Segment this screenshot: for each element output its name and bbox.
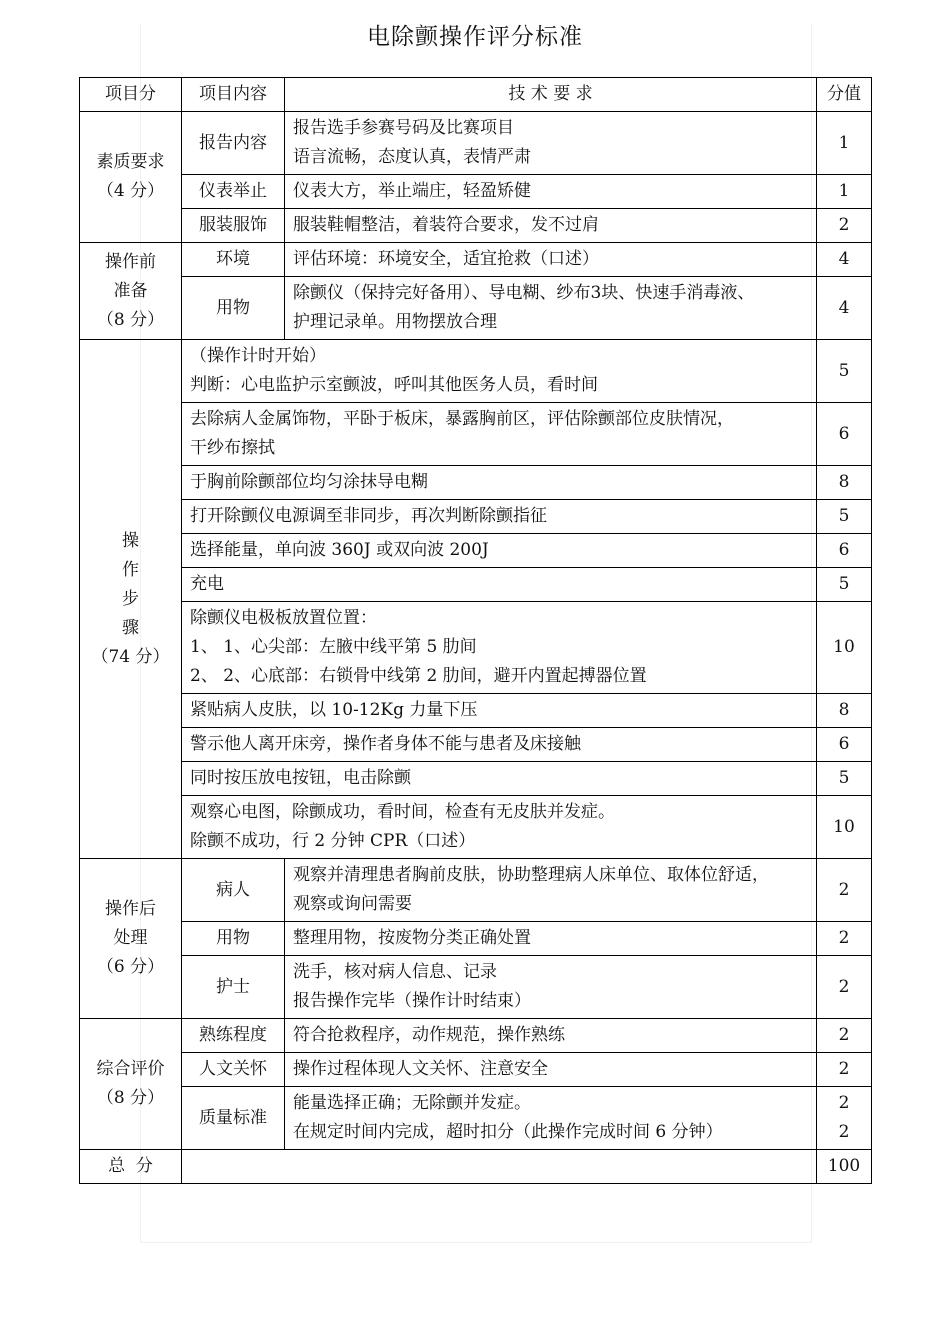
requirement-line: 去除病人金属饰物，平卧于板床，暴露胸前区，评估除颤部位皮肤情况，: [190, 409, 734, 429]
score-value: 5: [817, 340, 872, 403]
section-points: （8 分）: [96, 1088, 165, 1108]
requirement-line: 观察并清理患者胸前皮肤，协助整理病人床单位、取体位舒适，: [293, 865, 769, 885]
table-row: [80, 1019, 872, 1053]
requirement-text: 服装鞋帽整洁，着装符合要求，发不过肩: [285, 209, 817, 243]
requirement-text: [285, 277, 817, 340]
score-value: 4: [817, 277, 872, 340]
section-steps: [80, 340, 182, 859]
item-name: 环境: [182, 243, 285, 277]
item-name: 服装服饰: [182, 209, 285, 243]
requirement-text: [285, 112, 817, 175]
table-row: [80, 728, 872, 762]
table-row: [80, 602, 872, 694]
requirement-text: 整理用物，按废物分类正确处置: [285, 922, 817, 956]
requirement-text: 仪表大方，举止端庄，轻盈矫健: [285, 175, 817, 209]
item-name: 病人: [182, 859, 285, 922]
header-score: 分值: [817, 78, 872, 112]
requirement-line: 除颤不成功，行 2 分钟 CPR（口述）: [190, 831, 476, 851]
score-value: [817, 1087, 872, 1150]
section-name: 操: [122, 530, 139, 551]
score-value: 4: [817, 243, 872, 277]
score-value: 2: [817, 956, 872, 1019]
table-row: [80, 568, 872, 602]
total-row: [80, 1150, 872, 1184]
section-post-processing: [80, 859, 182, 1019]
requirement-text: [285, 1087, 817, 1150]
score-value: 5: [817, 500, 872, 534]
requirement-text: [182, 403, 817, 466]
header-requirement: 技 术 要 求: [285, 78, 817, 112]
section-name: 准备: [113, 280, 148, 301]
table-row: [80, 922, 872, 956]
requirement-text: [182, 602, 817, 694]
total-label: 总 分: [80, 1150, 182, 1184]
table-row: [80, 175, 872, 209]
requirement-line: 语言流畅，态度认真，表情严肃: [293, 147, 531, 167]
item-name: 质量标准: [182, 1087, 285, 1150]
table-row: [80, 762, 872, 796]
requirement-line: 观察或询问需要: [293, 894, 412, 914]
table-row: [80, 403, 872, 466]
table-row: [80, 500, 872, 534]
header-category: 项目分: [80, 78, 182, 112]
section-overall-evaluation: [80, 1019, 182, 1150]
section-name: 骤: [122, 617, 139, 638]
score-line: 2: [838, 1122, 850, 1142]
requirement-line: 2、 2、心底部：右锁骨中线第 2 肋间，避开内置起搏器位置: [190, 666, 647, 686]
section-name: 处理: [113, 928, 148, 948]
score-line: 2: [838, 1093, 850, 1113]
score-value: 6: [817, 534, 872, 568]
total-blank-cell: [182, 1150, 817, 1184]
score-value: 10: [817, 796, 872, 859]
item-name: 报告内容: [182, 112, 285, 175]
requirement-text: 操作过程体现人文关怀、注意安全: [285, 1053, 817, 1087]
item-name: 人文关怀: [182, 1053, 285, 1087]
requirement-line: 除颤仪电极板放置位置：: [190, 608, 377, 628]
requirement-line: 观察心电图，除颤成功，看时间，检查有无皮肤并发症。: [190, 802, 615, 822]
requirement-text: 充电: [182, 568, 817, 602]
requirement-text: 打开除颤仪电源调至非同步，再次判断除颤指征: [182, 500, 817, 534]
score-value: 10: [817, 602, 872, 694]
requirement-text: 符合抢救程序，动作规范，操作熟练: [285, 1019, 817, 1053]
table-row: [80, 859, 872, 922]
score-value: 1: [817, 112, 872, 175]
requirement-line: 护理记录单。用物摆放合理: [293, 312, 497, 332]
item-name: 熟练程度: [182, 1019, 285, 1053]
page-title: 电除颤操作评分标准: [367, 24, 583, 50]
section-points: （6 分）: [96, 957, 165, 977]
score-value: 5: [817, 762, 872, 796]
header-item: 项目内容: [182, 78, 285, 112]
section-points: （8 分）: [96, 309, 165, 330]
section-name: 操作前: [105, 251, 156, 272]
section-name: 步: [122, 588, 139, 609]
requirement-text: 评估环境：环境安全，适宜抢救（口述）: [285, 243, 817, 277]
section-name: 综合评价: [96, 1059, 165, 1079]
item-name: 仪表举止: [182, 175, 285, 209]
table-row: [80, 694, 872, 728]
total-score: 100: [817, 1150, 872, 1184]
table-row: [80, 209, 872, 243]
requirement-line: 在规定时间内完成，超时扣分（此操作完成时间 6 分钟）: [293, 1122, 723, 1142]
section-preparation: [80, 243, 182, 340]
scoring-table: [79, 77, 872, 1184]
requirement-text: 于胸前除颤部位均匀涂抹导电糊: [182, 466, 817, 500]
section-name: 素质要求: [96, 152, 165, 172]
score-value: 2: [817, 922, 872, 956]
table-row: [80, 112, 872, 175]
table-row: [80, 796, 872, 859]
requirement-text: [285, 859, 817, 922]
section-name: 作: [122, 559, 139, 580]
requirement-text: 紧贴病人皮肤，以 10-12Kg 力量下压: [182, 694, 817, 728]
requirement-line: 报告选手参赛号码及比赛项目: [293, 118, 514, 138]
requirement-line: （操作计时开始）: [190, 346, 326, 366]
requirement-line: 干纱布擦拭: [190, 438, 275, 458]
table-row: [80, 277, 872, 340]
table-row: [80, 243, 872, 277]
item-name: 用物: [182, 277, 285, 340]
score-value: 6: [817, 728, 872, 762]
table-row: [80, 534, 872, 568]
table-header-row: [80, 78, 872, 112]
requirement-line: 判断：心电监护示室颤波，呼叫其他医务人员，看时间: [190, 375, 598, 395]
requirement-line: 除颤仪（保持完好备用）、导电糊、纱布3块、快速手消毒液、: [293, 283, 755, 303]
requirement-text: 同时按压放电按钮，电击除颤: [182, 762, 817, 796]
requirement-line: 能量选择正确；无除颤并发症。: [293, 1093, 531, 1113]
score-value: 1: [817, 175, 872, 209]
table-row: [80, 1053, 872, 1087]
score-value: 2: [817, 209, 872, 243]
table-row: [80, 340, 872, 403]
table-row: [80, 1087, 872, 1150]
score-value: 8: [817, 694, 872, 728]
section-name: 操作后: [105, 899, 156, 919]
score-value: 5: [817, 568, 872, 602]
section-quality: [80, 112, 182, 243]
requirement-text: 选择能量，单向波 360J 或双向波 200J: [182, 534, 817, 568]
table-row: [80, 956, 872, 1019]
requirement-line: 洗手，核对病人信息、记录: [293, 962, 497, 982]
requirement-text: [182, 340, 817, 403]
item-name: 用物: [182, 922, 285, 956]
table-row: [80, 466, 872, 500]
requirement-line: 1、 1、心尖部：左腋中线平第 5 肋间: [190, 637, 477, 657]
item-name: 护士: [182, 956, 285, 1019]
score-value: 8: [817, 466, 872, 500]
score-value: 6: [817, 403, 872, 466]
score-value: 2: [817, 1019, 872, 1053]
section-points: （4 分）: [96, 181, 165, 201]
requirement-text: 警示他人离开床旁，操作者身体不能与患者及床接触: [182, 728, 817, 762]
requirement-text: [182, 796, 817, 859]
requirement-text: [285, 956, 817, 1019]
requirement-line: 报告操作完毕（操作计时结束）: [293, 991, 531, 1011]
section-points: （74 分）: [91, 646, 170, 667]
score-value: 2: [817, 1053, 872, 1087]
score-value: 2: [817, 859, 872, 922]
